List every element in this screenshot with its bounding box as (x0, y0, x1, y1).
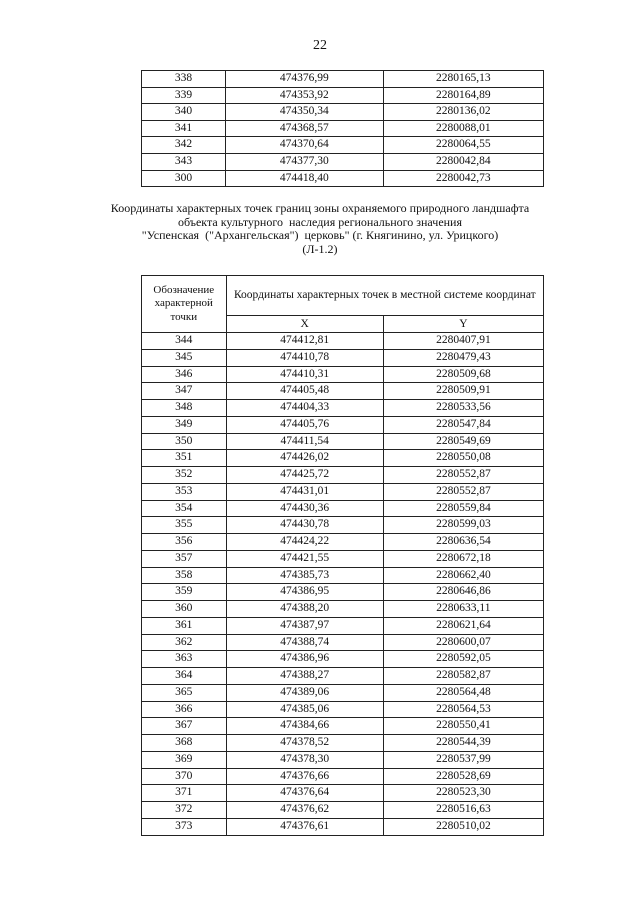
x-coordinate: 474376,61 (226, 818, 383, 835)
point-number: 364 (142, 668, 227, 685)
column-header-point: Обозначение характерной точки (142, 276, 227, 333)
table-row (142, 383, 544, 400)
coordinates-table (141, 275, 544, 836)
table-row (142, 768, 544, 785)
table-row (142, 735, 544, 752)
point-number: 344 (142, 333, 227, 350)
x-coordinate: 474430,78 (226, 517, 383, 534)
y-coordinate: 2280510,02 (383, 818, 543, 835)
point-number: 341 (142, 120, 226, 137)
point-number: 339 (142, 87, 226, 104)
point-number: 370 (142, 768, 227, 785)
table2-header (142, 276, 544, 333)
y-coordinate: 2280042,73 (383, 170, 544, 187)
y-coordinate: 2280621,64 (383, 617, 543, 634)
table-row (142, 433, 544, 450)
table-row (142, 701, 544, 718)
table-row (142, 450, 544, 467)
y-coordinate: 2280633,11 (383, 601, 543, 618)
point-number: 360 (142, 601, 227, 618)
caption-line: (Л-1.2) (302, 241, 338, 256)
table-row (142, 349, 544, 366)
point-number: 300 (142, 170, 226, 187)
x-coordinate: 474378,52 (226, 735, 383, 752)
y-coordinate: 2280165,13 (383, 71, 544, 88)
table-row (142, 802, 544, 819)
table-row (142, 153, 544, 170)
y-coordinate: 2280646,86 (383, 584, 543, 601)
table-row (142, 550, 544, 567)
x-coordinate: 474431,01 (226, 483, 383, 500)
table-row (142, 601, 544, 618)
table1-body (142, 71, 544, 187)
y-coordinate: 2280407,91 (383, 333, 543, 350)
point-number: 348 (142, 400, 227, 417)
point-number: 372 (142, 802, 227, 819)
table-row (142, 170, 544, 187)
y-coordinate: 2280552,87 (383, 483, 543, 500)
x-coordinate: 474388,74 (226, 634, 383, 651)
y-coordinate: 2280600,07 (383, 634, 543, 651)
y-coordinate: 2280544,39 (383, 735, 543, 752)
x-coordinate: 474388,20 (226, 601, 383, 618)
x-coordinate: 474405,48 (226, 383, 383, 400)
point-number: 363 (142, 651, 227, 668)
point-number: 371 (142, 785, 227, 802)
y-coordinate: 2280599,03 (383, 517, 543, 534)
x-coordinate: 474412,81 (226, 333, 383, 350)
table-row (142, 87, 544, 104)
point-number: 338 (142, 71, 226, 88)
x-coordinate: 474353,92 (226, 87, 383, 104)
point-number: 342 (142, 137, 226, 154)
x-coordinate: 474385,73 (226, 567, 383, 584)
table-row (142, 467, 544, 484)
x-coordinate: 474418,40 (226, 170, 383, 187)
table-row (142, 718, 544, 735)
table-row (142, 651, 544, 668)
y-coordinate: 2280564,48 (383, 684, 543, 701)
point-number: 373 (142, 818, 227, 835)
y-coordinate: 2280547,84 (383, 416, 543, 433)
caption-line: "Успенская ("Архангельская") церковь" (г. Княгинино, ул. Урицкого) (141, 228, 499, 243)
x-coordinate: 474430,36 (226, 500, 383, 517)
y-coordinate: 2280509,68 (383, 366, 543, 383)
x-coordinate: 474405,76 (226, 416, 383, 433)
x-coordinate: 474376,64 (226, 785, 383, 802)
y-coordinate: 2280549,69 (383, 433, 543, 450)
x-coordinate: 474421,55 (226, 550, 383, 567)
table-row (142, 634, 544, 651)
y-coordinate: 2280516,63 (383, 802, 543, 819)
table-row (142, 534, 544, 551)
table-row (142, 416, 544, 433)
table-row (142, 567, 544, 584)
point-number: 368 (142, 735, 227, 752)
point-number: 347 (142, 383, 227, 400)
point-number: 350 (142, 433, 227, 450)
table-row (142, 668, 544, 685)
y-coordinate: 2280064,55 (383, 137, 544, 154)
table-row (142, 137, 544, 154)
point-number: 346 (142, 366, 227, 383)
x-coordinate: 474386,96 (226, 651, 383, 668)
y-coordinate: 2280537,99 (383, 751, 543, 768)
point-number: 361 (142, 617, 227, 634)
table-row (142, 785, 544, 802)
point-number: 354 (142, 500, 227, 517)
x-coordinate: 474385,06 (226, 701, 383, 718)
point-number: 362 (142, 634, 227, 651)
y-coordinate: 2280582,87 (383, 668, 543, 685)
y-coordinate: 2280479,43 (383, 349, 543, 366)
table-caption (0, 202, 640, 256)
column-header-y: Y (383, 315, 543, 332)
y-coordinate: 2280509,91 (383, 383, 543, 400)
y-coordinate: 2280533,56 (383, 400, 543, 417)
table-row (142, 120, 544, 137)
y-coordinate: 2280528,69 (383, 768, 543, 785)
point-number: 369 (142, 751, 227, 768)
y-coordinate: 2280559,84 (383, 500, 543, 517)
point-number: 356 (142, 534, 227, 551)
y-coordinate: 2280550,08 (383, 450, 543, 467)
table2-body (142, 333, 544, 836)
point-number: 352 (142, 467, 227, 484)
point-number: 365 (142, 684, 227, 701)
x-coordinate: 474368,57 (226, 120, 383, 137)
y-coordinate: 2280564,53 (383, 701, 543, 718)
y-coordinate: 2280136,02 (383, 104, 544, 121)
coordinates-table-continued (141, 70, 544, 187)
y-coordinate: 2280636,54 (383, 534, 543, 551)
y-coordinate: 2280550,41 (383, 718, 543, 735)
x-coordinate: 474376,66 (226, 768, 383, 785)
table-row (142, 366, 544, 383)
y-coordinate: 2280662,40 (383, 567, 543, 584)
x-coordinate: 474376,62 (226, 802, 383, 819)
table-row (142, 818, 544, 835)
point-number: 349 (142, 416, 227, 433)
table-row (142, 517, 544, 534)
table-row (142, 104, 544, 121)
x-coordinate: 474411,54 (226, 433, 383, 450)
x-coordinate: 474377,30 (226, 153, 383, 170)
x-coordinate: 474387,97 (226, 617, 383, 634)
point-number: 340 (142, 104, 226, 121)
point-number: 355 (142, 517, 227, 534)
x-coordinate: 474378,30 (226, 751, 383, 768)
x-coordinate: 474350,34 (226, 104, 383, 121)
table-row (142, 400, 544, 417)
x-coordinate: 474424,22 (226, 534, 383, 551)
point-number: 351 (142, 450, 227, 467)
table-row (142, 751, 544, 768)
x-coordinate: 474404,33 (226, 400, 383, 417)
table-row (142, 71, 544, 88)
point-number: 345 (142, 349, 227, 366)
x-coordinate: 474370,64 (226, 137, 383, 154)
column-header-x: X (226, 315, 383, 332)
x-coordinate: 474389,06 (226, 684, 383, 701)
point-number: 366 (142, 701, 227, 718)
caption-line: Координаты характерных точек границ зоны охраняемого природного ландшафта (110, 201, 530, 215)
x-coordinate: 474376,99 (226, 71, 383, 88)
point-number: 359 (142, 584, 227, 601)
y-coordinate: 2280164,89 (383, 87, 544, 104)
y-coordinate: 2280042,84 (383, 153, 544, 170)
table-row (142, 684, 544, 701)
x-coordinate: 474388,27 (226, 668, 383, 685)
x-coordinate: 474410,31 (226, 366, 383, 383)
point-number: 357 (142, 550, 227, 567)
x-coordinate: 474426,02 (226, 450, 383, 467)
x-coordinate: 474384,66 (226, 718, 383, 735)
page-number: 22 (313, 38, 327, 53)
point-number: 353 (142, 483, 227, 500)
x-coordinate: 474425,72 (226, 467, 383, 484)
x-coordinate: 474386,95 (226, 584, 383, 601)
y-coordinate: 2280552,87 (383, 467, 543, 484)
table-row (142, 617, 544, 634)
point-number: 358 (142, 567, 227, 584)
point-number: 367 (142, 718, 227, 735)
caption-line: объекта культурного наследия регионального значения (177, 214, 463, 229)
table-row (142, 584, 544, 601)
point-number: 343 (142, 153, 226, 170)
table-row (142, 500, 544, 517)
y-coordinate: 2280088,01 (383, 120, 544, 137)
y-coordinate: 2280672,18 (383, 550, 543, 567)
y-coordinate: 2280592,05 (383, 651, 543, 668)
x-coordinate: 474410,78 (226, 349, 383, 366)
column-header-coords: Координаты характерных точек в местной системе координат (226, 276, 543, 316)
y-coordinate: 2280523,30 (383, 785, 543, 802)
table-row (142, 333, 544, 350)
table-row (142, 483, 544, 500)
